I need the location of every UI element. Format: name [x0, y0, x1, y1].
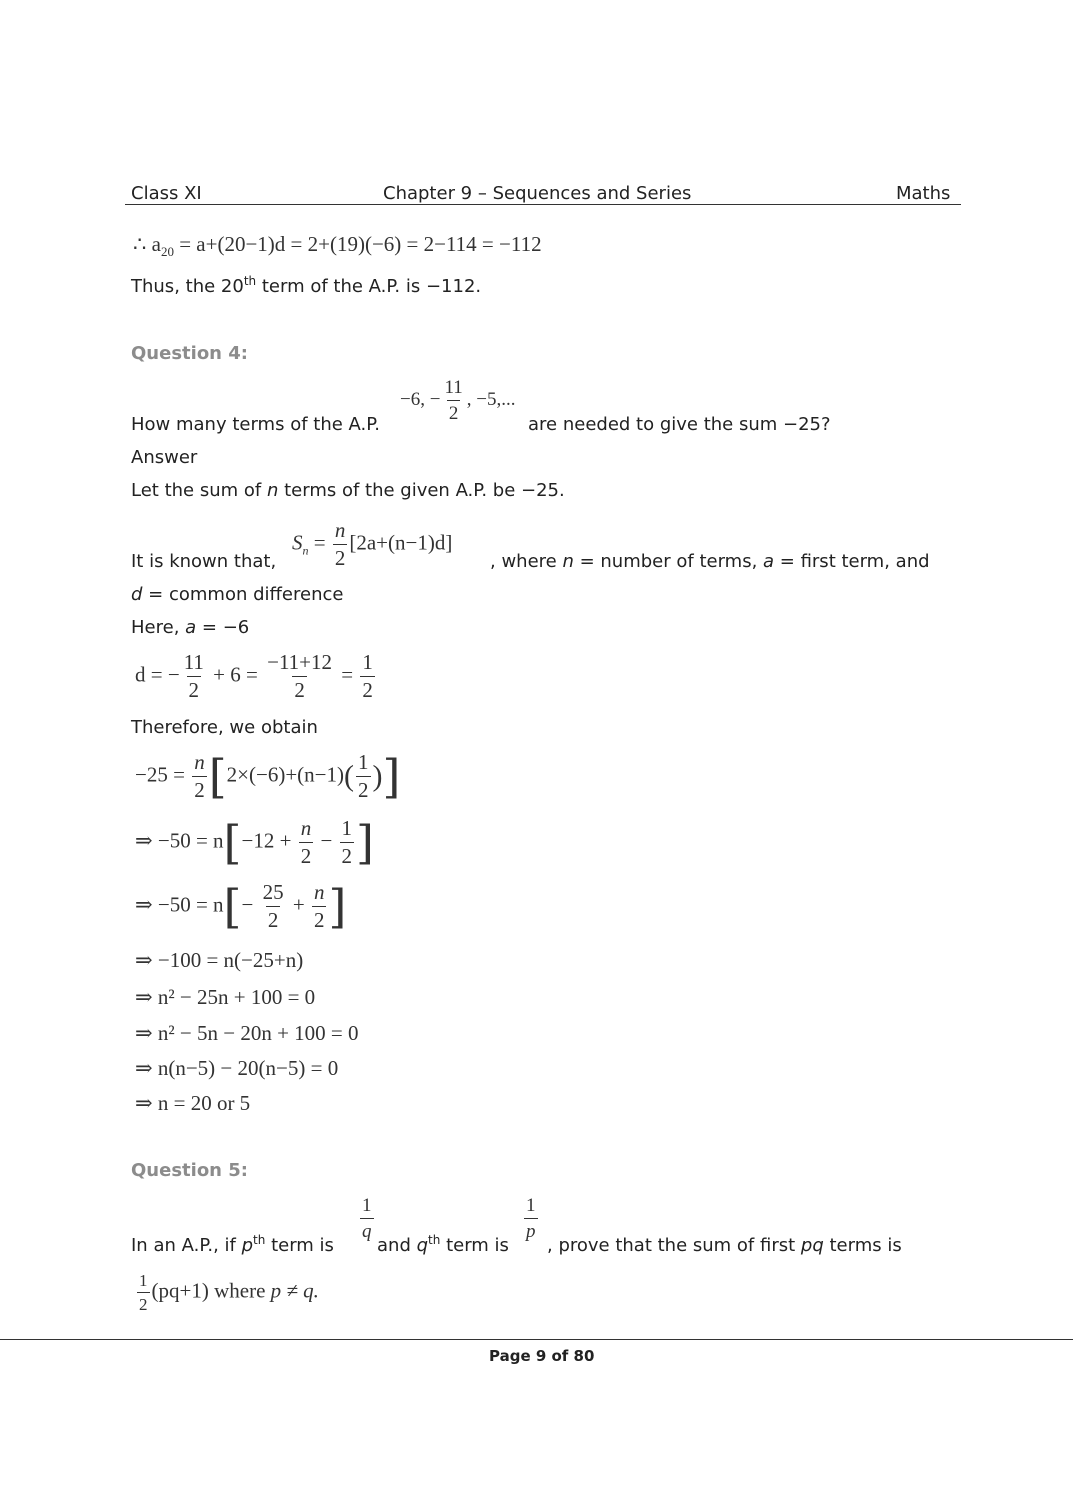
q3-conclusion: Thus, the 20th term of the A.P. is −112. [131, 274, 482, 297]
known-where: , where n = number of terms, a = first term, and [490, 551, 930, 572]
step-8: ⇒ n = 20 or 5 [135, 1091, 251, 1115]
answer-label: Answer [131, 447, 198, 468]
header-class: Class XI [131, 183, 202, 204]
sum-formula: $S_n$ = $\frac{n}{2}$ [2a+(n−1)d] [292, 518, 453, 570]
step-1: −25 = $\frac{n}{2}$ [2×(−6)+(n−1)( $\frac{1}{2}$ )] [135, 749, 401, 804]
step-4: ⇒ −100 = n(−25+n) [135, 948, 304, 972]
q5-result: $\frac{1}{2}$ (pq+1) where p ≠ q. [139, 1271, 319, 1314]
question-4-heading: Question 4: [131, 343, 248, 364]
step-2: ⇒ −50 = n[−12 + $\frac{n}{2}$ − $\frac{1}{2}$ ] [135, 815, 374, 870]
q5-statement-3: , prove that the sum of first pq terms is [547, 1235, 902, 1256]
here-a: Here, a = −6 [131, 617, 250, 638]
q5-frac-1-over-q: $\frac{1}{q}$ [362, 1195, 372, 1242]
step-7: ⇒ n(n−5) − 20(n−5) = 0 [135, 1056, 339, 1080]
step-5: ⇒ n² − 25n + 100 = 0 [135, 985, 316, 1009]
footer-rule [0, 1339, 1073, 1340]
q5-statement-2: and $q^{th}$ term is [377, 1233, 509, 1256]
question-5-heading: Question 5: [131, 1160, 248, 1181]
q4-line1: Let the sum of n terms of the given A.P. be −25. [131, 480, 565, 501]
d-definition: d = common difference [131, 584, 344, 605]
header-subject: Maths [896, 183, 951, 204]
q5-statement: In an A.P., if $p^{th}$ term is [131, 1233, 334, 1256]
step-6: ⇒ n² − 5n − 20n + 100 = 0 [135, 1021, 359, 1045]
known-text: It is known that, [131, 551, 277, 572]
q4-ap-sequence: −6, − $\frac{11}{2}$ , −5,... [400, 377, 516, 424]
q4-text-pre: How many terms of the A.P. [131, 414, 381, 435]
q4-text-post: are needed to give the sum −25? [528, 414, 831, 435]
q3-final-equation: ∴ $a_{20} = a+(20-1)d = 2+(19)(-6) = 2-114 = -112$ [133, 232, 542, 260]
d-equation: d = − $\frac{11}{2}$ + 6 = $\frac{-11+12}{2}$ = $\frac{1}{2}$ [135, 650, 373, 702]
q5-frac-1-over-p: $\frac{1}{p}$ [526, 1195, 536, 1242]
header-chapter: Chapter 9 – Sequences and Series [383, 183, 692, 204]
step-3: ⇒ −50 = n[− $\frac{25}{2}$ + $\frac{n}{2}$ ] [135, 879, 347, 934]
therefore-text: Therefore, we obtain [131, 717, 318, 738]
header-rule [125, 204, 961, 205]
page-number: Page 9 of 80 [489, 1347, 595, 1365]
